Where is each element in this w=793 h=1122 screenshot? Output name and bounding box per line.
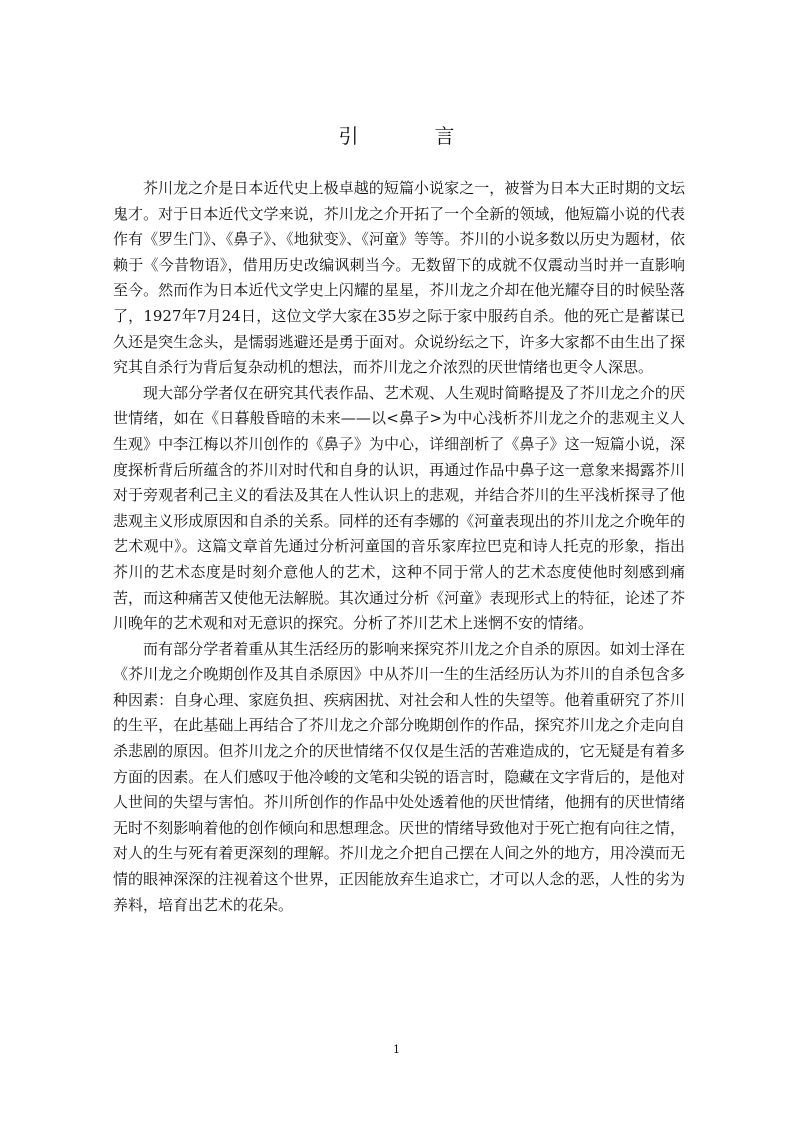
page-title: 引 言	[338, 124, 483, 148]
paragraph-1: 芥川龙之介是日本近代史上极卓越的短篇小说家之一，被誉为日本大正时期的文坛鬼才。对于日本近代文学来说，芥川龙之介开拓了一个全新的领域，他短篇小说的代表作有《罗生门》、《鼻子》、《地狱变》、《河童》等等。芥川的小说多数以历史为题材，依赖于《今昔物语》，借用历史改编讽刺当今。无数留下的成就不仅震动当时并一直影响至今。然而作为日本近代文学史上闪耀的星星，芥川龙之介却在他光耀夺目的时候坠落了，1927年7月24日，这位文学大家在35岁之际于家中服药自杀。他的死亡是蓄谋已久还是突生念头，是懦弱逃避还是勇于面对。众说纷纭之下，许多大家都不由生出了探究其自杀行为背后复杂动机的想法，而芥川龙之介浓烈的厌世情绪也更令人深思。	[113, 179, 685, 377]
page-number: 1	[393, 1043, 400, 1056]
paragraph-2: 现大部分学者仅在研究其代表作品、艺术观、人生观时简略提及了芥川龙之介的厌世情绪，如在《日暮般昏暗的未来——以<鼻子>为中心浅析芥川龙之介的悲观主义人生观》中李江梅以芥川创作的《鼻子》为中心，详细剖析了《鼻子》这一短篇小说，深度探析背后所蕴含的芥川对时代和自身的认识，再通过作品中鼻子这一意象来揭露芥川对于旁观者利己主义的看法及其在人性认识上的悲观，并结合芥川的生平浅析探寻了他悲观主义形成原因和自杀的关系。同样的还有李娜的《河童表现出的芥川龙之介晚年的艺术观中》。这篇文章首先通过分析河童国的音乐家库拉巴克和诗人托克的形象，指出芥川的艺术态度是时刻介意他人的艺术，这种不同于常人的艺术态度使他时刻感到痛苦，而这种痛苦又使他无法解脱。其次通过分析《河童》表现形式上的特征，论述了芥川晚年的艺术观和对无意识的探究。分析了芥川艺术上迷惘不安的情绪。	[113, 383, 685, 633]
document-body	[113, 176, 685, 918]
paragraph-3: 而有部分学者着重从其生活经历的影响来探究芥川龙之介自杀的原因。如刘士泽在《芥川龙之介晚期创作及其自杀原因》中从芥川一生的生活经历认为芥川的自杀包含多种因素：自身心理、家庭负担、疾病困扰、对社会和人性的失望等。他着重研究了芥川的生平，在此基础上再结合了芥川龙之介部分晚期创作的作品，探究芥川龙之介走向自杀悲剧的原因。但芥川龙之介的厌世情绪不仅仅是生活的苦难造成的，它无疑是有着多方面的因素。在人们感叹于他冷峻的文笔和尖锐的语言时，隐藏在文字背后的，是他对人世间的失望与害怕。芥川所创作的作品中处处透着他的厌世情绪，他拥有的厌世情绪无时不刻影响着他的创作倾向和思想理念。厌世的情绪导致他对于死亡抱有向往之情，对人的生与死有着更深刻的理解。芥川龙之介把自己摆在人间之外的地方，用冷漠而无情的眼神深深的注视着这个世界，正因能放弃生追求亡，才可以人念的恶，人性的劣为养料，培育出艺术的花朵。	[113, 639, 685, 914]
